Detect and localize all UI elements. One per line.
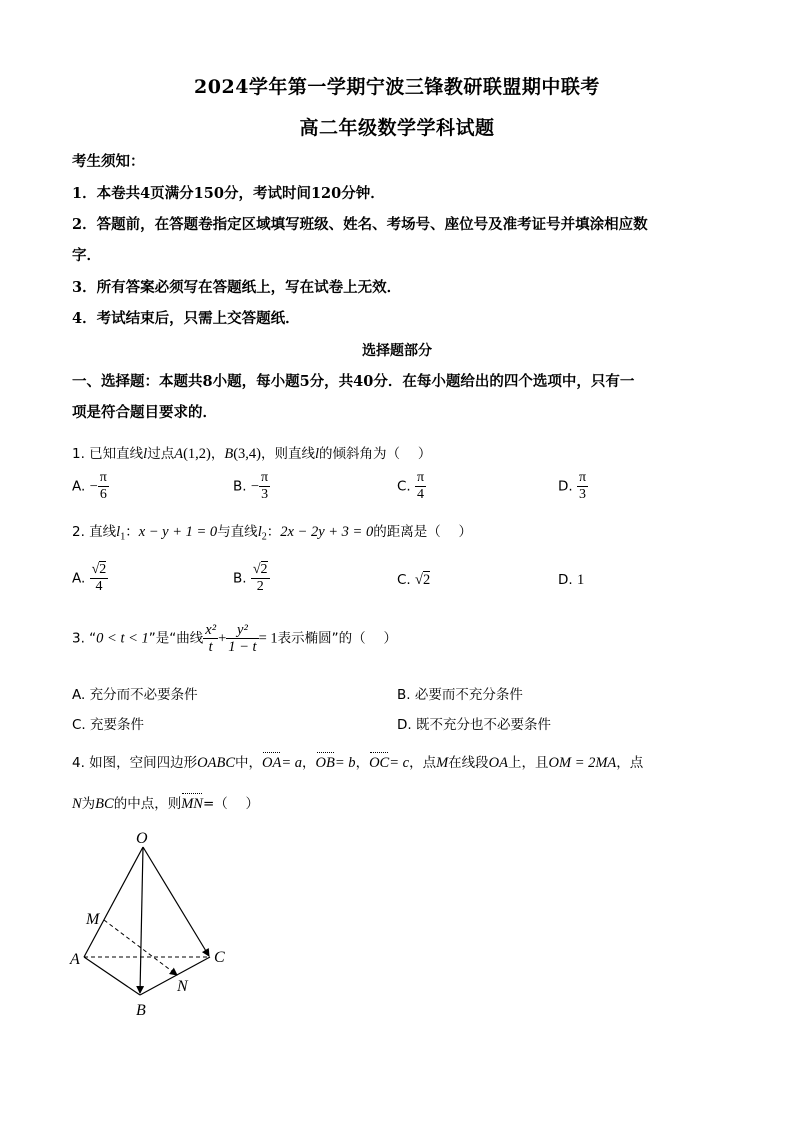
section-instructions: 一、选择题：本题共8小题，每小题5分，共40分．在每小题给出的四个选项中，只有一 xyxy=(72,373,635,390)
notice-item-3: 3．所有答案必须写在答题纸上，写在试卷上无效． xyxy=(72,279,402,296)
q2-option-d[interactable]: D. 1 xyxy=(558,572,585,588)
label-O: O xyxy=(136,830,148,847)
notice-item-4: 4．考试结束后，只需上交答题纸． xyxy=(72,310,300,327)
vector-OB xyxy=(140,847,143,993)
q1-option-b[interactable]: B. − $\frac{\pi}{3}$ xyxy=(233,470,269,502)
q2-option-a[interactable]: A. $\frac{√2}{4}$ xyxy=(72,562,107,594)
label-B: B xyxy=(136,1002,146,1019)
q3-option-a[interactable]: A. 充分而不必要条件 xyxy=(72,687,198,703)
edge-OA xyxy=(84,847,143,957)
label-N: N xyxy=(177,978,188,995)
notice-heading: 考生须知： xyxy=(72,153,145,170)
label-M: M xyxy=(86,911,100,928)
edge-BC xyxy=(140,957,210,995)
q1-option-a[interactable]: A. − $\frac{\pi}{6}$ xyxy=(72,470,107,502)
tetrahedron-figure xyxy=(60,825,250,1025)
notice-item-2-cont: 字． xyxy=(72,247,101,264)
q1-option-d[interactable]: D. $\frac{\pi}{3}$ xyxy=(558,470,587,502)
label-C: C xyxy=(214,949,225,966)
question-2: 2. 直线$l_1$：x − y + 1 = 0与直线$l_2$：2x − 2y + 3 = 0的距离是（ ） xyxy=(72,524,472,543)
notice-item-2: 2．答题前，在答题卷指定区域填写班级、姓名、考场号、座位号及准考证号并填涂相应数 xyxy=(72,216,648,233)
q3-option-d[interactable]: D. 既不充分也不必要条件 xyxy=(397,717,551,733)
section-instructions-cont: 项是符合题目要求的． xyxy=(72,404,217,421)
exam-subtitle: 高二年级数学学科试题 xyxy=(299,117,495,139)
q3-option-c[interactable]: C. 充要条件 xyxy=(72,717,145,733)
section-title: 选择题部分 xyxy=(362,343,432,359)
question-4-cont: N为BC的中点，则MN=（ ） xyxy=(72,796,260,812)
exam-title: 2024学年第一学期宁波三锋教研联盟期中联考 xyxy=(194,76,600,98)
label-A: A xyxy=(70,951,80,968)
vector-OC xyxy=(143,847,209,956)
q3-option-b[interactable]: B. 必要而不充分条件 xyxy=(397,687,523,703)
question-1: 1. 已知直线l过点A(1,2)，B(3,4)，则直线l的倾斜角为（ ） xyxy=(72,446,432,462)
question-4: 4. 如图，空间四边形OABC中，OA= a，OB= b，OC= c，点M在线段OA上，且OM = 2MA，点 xyxy=(72,755,644,771)
edge-AB xyxy=(84,957,140,995)
question-3: 3. “0 < t < 1”是“曲线 $\frac{\text{x²}}{t}$ + $\frac{\text{y²}}{1 - t}$ = 1表示椭圆”的（ ） xyxy=(72,622,397,655)
notice-item-1: 1．本卷共4页满分150分，考试时间120分钟． xyxy=(72,185,385,202)
q1-option-c[interactable]: C. $\frac{\pi}{4}$ xyxy=(397,470,425,502)
q2-option-c[interactable]: C. √2 xyxy=(397,572,431,588)
q2-option-b[interactable]: B. $\frac{√2}{2}$ xyxy=(233,562,268,594)
